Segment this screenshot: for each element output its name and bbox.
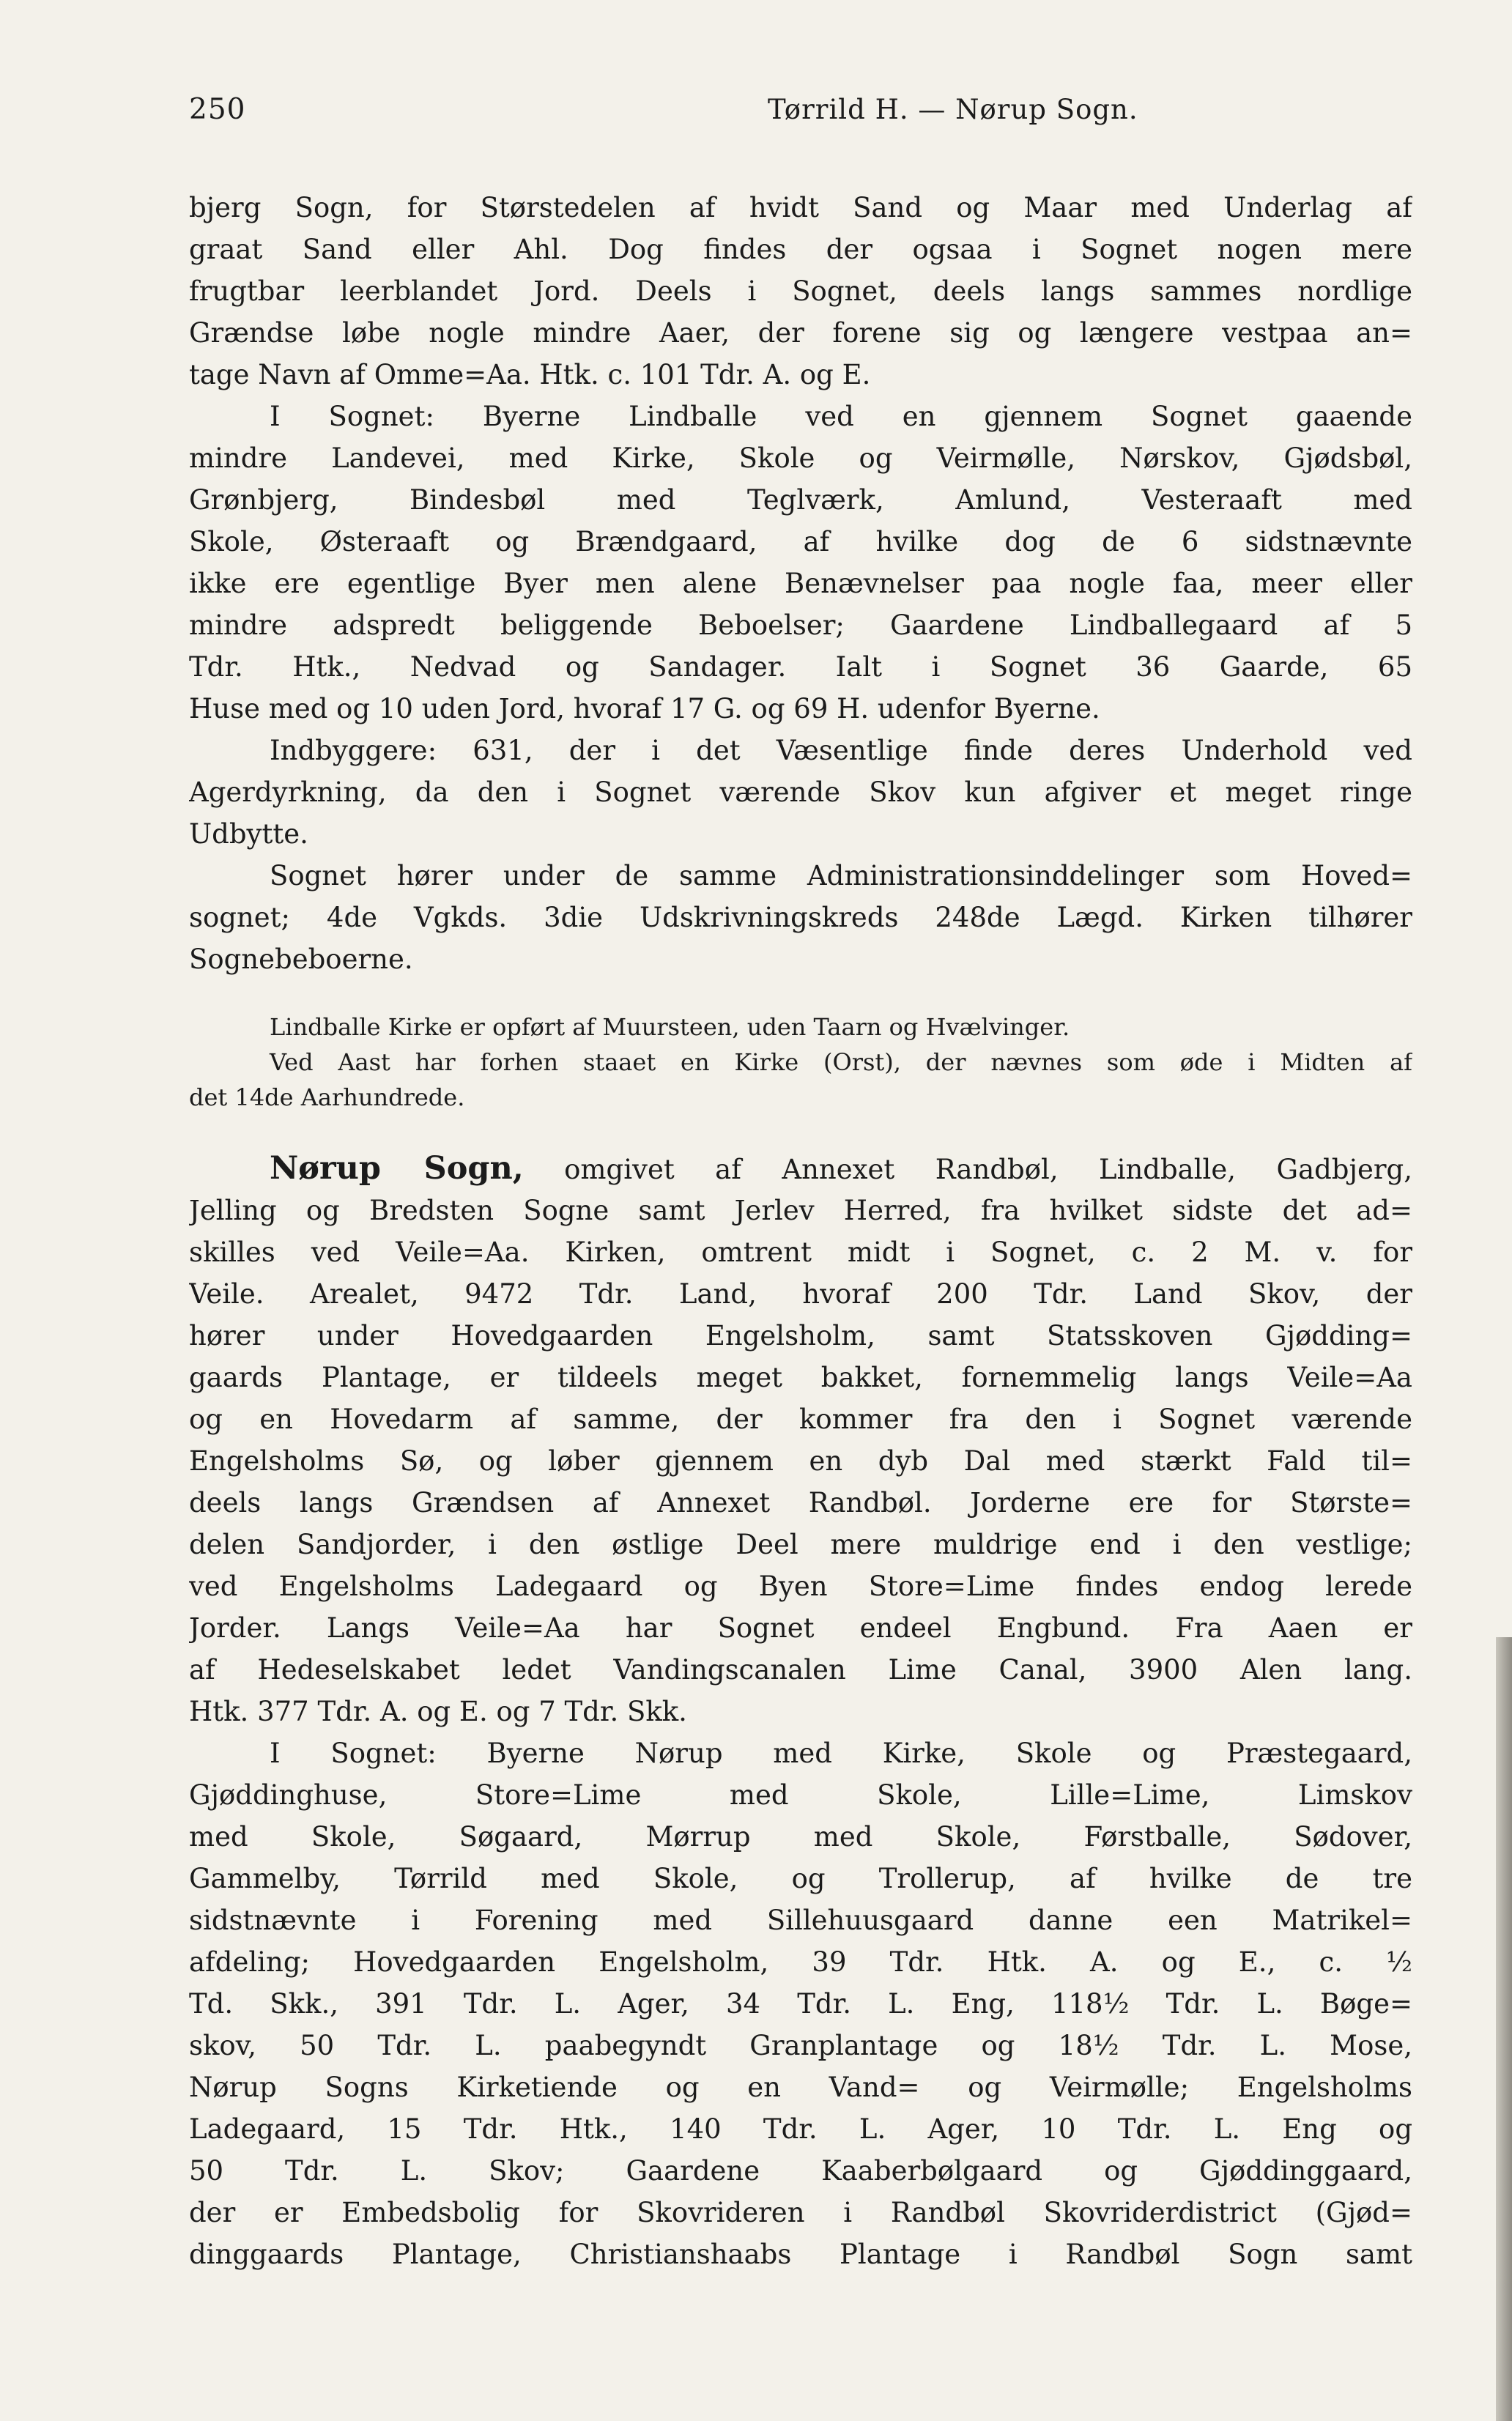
text-line: Grændse løbe nogle mindre Aaer, der forene sig og længere vestpaa an= (189, 317, 1412, 349)
paragraph-soil (189, 187, 1412, 396)
text-line (189, 1148, 1412, 1190)
text-line: graat Sand eller Ahl. Dog findes der ogsaa i Sognet nogen mere (189, 234, 1412, 265)
text-line: mindre Landevei, med Kirke, Skole og Veirmølle, Nørskov, Gjødsbøl, (189, 442, 1412, 474)
text-line: deels langs Grændsen af Annexet Randbøl. Jorderne ere for Største= (189, 1487, 1412, 1519)
text-line: ved Engelsholms Ladegaard og Byen Store=Lime findes endog lerede (189, 1571, 1412, 1602)
text-line: Td. Skk., 391 Tdr. L. Ager, 34 Tdr. L. Eng, 118½ Tdr. L. Bøge= (189, 1988, 1412, 2020)
paragraph-inhabitants (189, 730, 1412, 855)
text-line: skilles ved Veile=Aa. Kirken, omtrent midt i Sognet, c. 2 M. v. for (189, 1237, 1412, 1268)
text-line: Tdr. Htk., Nedvad og Sandager. Ialt i Sognet 36 Gaarde, 65 (189, 651, 1412, 683)
text-line: I Sognet: Byerne Lindballe ved en gjennem Sognet gaaende (270, 401, 1412, 432)
text-line: der er Embedsbolig for Skovrideren i Randbøl Skovriderdistrict (Gjød= (189, 2197, 1412, 2228)
text-line: og en Hovedarm af samme, der kommer fra den i Sognet værende (189, 1404, 1412, 1435)
text-line: Gammelby, Tørrild med Skole, og Trollerup, af hvilke de tre (189, 1863, 1412, 1894)
text-line: tage Navn af Omme=Aa. Htk. c. 101 Tdr. A. og E. (189, 359, 871, 390)
text-line: Sognebeboerne. (189, 943, 413, 975)
text-line: dinggaards Plantage, Christianshaabs Plantage i Randbøl Sogn samt (189, 2239, 1412, 2270)
church-note (189, 1009, 1412, 1115)
text-line: Sognet hører under de samme Administrationsinddelinger som Hoved= (270, 860, 1412, 891)
text-line: Nørup Sogns Kirketiende og en Vand= og Veirmølle; Engelsholms (189, 2072, 1412, 2103)
text-line: med Skole, Søgaard, Mørrup med Skole, Førstballe, Sødover, (189, 1821, 1412, 1853)
section-heading: Nørup Sogn, (270, 1150, 524, 1187)
text-line: delen Sandjorder, i den østlige Deel mere muldrige end i den vestlige; (189, 1529, 1412, 1560)
running-head: Tørrild H. — Nørup Sogn. (768, 94, 1138, 125)
text-line: Agerdyrkning, da den i Sognet værende Skov kun afgiver et meget ringe (189, 776, 1412, 808)
text-line: Ladegaard, 15 Tdr. Htk., 140 Tdr. L. Ager, 10 Tdr. L. Eng og (189, 2113, 1412, 2145)
text-span: omgivet af Annexet Randbøl, Lindballe, Gadbjerg, (564, 1154, 1412, 1185)
text-line: Udbytte. (189, 818, 308, 850)
text-line: afdeling; Hovedgaarden Engelsholm, 39 Tdr. Htk. A. og E., c. ½ (189, 1946, 1412, 1978)
text-line: sidstnævnte i Forening med Sillehuusgaard danne een Matrikel= (189, 1905, 1412, 1936)
text-line: sognet; 4de Vgkds. 3die Udskrivningskreds 248de Lægd. Kirken tilhører (189, 902, 1412, 933)
note-line: det 14de Aarhundrede. (189, 1083, 465, 1111)
page-number: 250 (189, 93, 246, 126)
text-line: frugtbar leerblandet Jord. Deels i Sognet, deels langs sammes nordlige (189, 275, 1412, 307)
text-line: Skole, Østeraaft og Brændgaard, af hvilke dog de 6 sidstnævnte (189, 526, 1412, 557)
text-line: Indbyggere: 631, der i det Væsentlige finde deres Underhold ved (270, 735, 1412, 766)
paragraph-norup (189, 1148, 1412, 1732)
text-line: Engelsholms Sø, og løber gjennem en dyb Dal med stærkt Fald til= (189, 1445, 1412, 1477)
text-line: 50 Tdr. L. Skov; Gaardene Kaaberbølgaard og Gjøddinggaard, (189, 2155, 1412, 2187)
text-line: Grønbjerg, Bindesbøl med Teglværk, Amlund, Vesteraaft med (189, 484, 1412, 516)
text-line: bjerg Sogn, for Størstedelen af hvidt Sand og Maar med Underlag af (189, 192, 1412, 223)
paragraph-norup-villages (189, 1732, 1412, 2275)
note-line: Lindballe Kirke er opført af Muursteen, uden Taarn og Hvælvinger. (270, 1013, 1070, 1041)
text-line: Huse med og 10 uden Jord, hvoraf 17 G. og 69 H. udenfor Byerne. (189, 693, 1100, 724)
text-line: hører under Hovedgaarden Engelsholm, samt Statsskoven Gjødding= (189, 1320, 1412, 1352)
paragraph-villages (189, 396, 1412, 730)
page-edge-shadow (1496, 1637, 1512, 2421)
text-line: gaards Plantage, er tildeels meget bakket, fornemmelig langs Veile=Aa (189, 1362, 1412, 1393)
text-line: Veile. Arealet, 9472 Tdr. Land, hvoraf 200 Tdr. Land Skov, der (189, 1278, 1412, 1310)
text-line: Gjøddinghuse, Store=Lime med Skole, Lille=Lime, Limskov (189, 1779, 1412, 1811)
text-line: af Hedeselskabet ledet Vandingscanalen Lime Canal, 3900 Alen lang. (189, 1654, 1412, 1686)
text-line: skov, 50 Tdr. L. paabegyndt Granplantage og 18½ Tdr. L. Mose, (189, 2030, 1412, 2061)
text-line: mindre adspredt beliggende Beboelser; Gaardene Lindballegaard af 5 (189, 609, 1412, 641)
text-line: I Sognet: Byerne Nørup med Kirke, Skole og Præstegaard, (270, 1738, 1412, 1769)
page-header (189, 88, 1412, 132)
text-line: Htk. 377 Tdr. A. og E. og 7 Tdr. Skk. (189, 1696, 687, 1727)
note-line: Ved Aast har forhen staaet en Kirke (Orst), der nævnes som øde i Midten af (270, 1048, 1412, 1076)
text-line: Jelling og Bredsten Sogne samt Jerlev Herred, fra hvilket sidste det ad= (189, 1195, 1412, 1226)
text-line: Jorder. Langs Veile=Aa har Sognet endeel Engbund. Fra Aaen er (189, 1612, 1412, 1644)
text-line: ikke ere egentlige Byer men alene Benævnelser paa nogle faa, meer eller (189, 568, 1412, 599)
paragraph-administration (189, 855, 1412, 980)
